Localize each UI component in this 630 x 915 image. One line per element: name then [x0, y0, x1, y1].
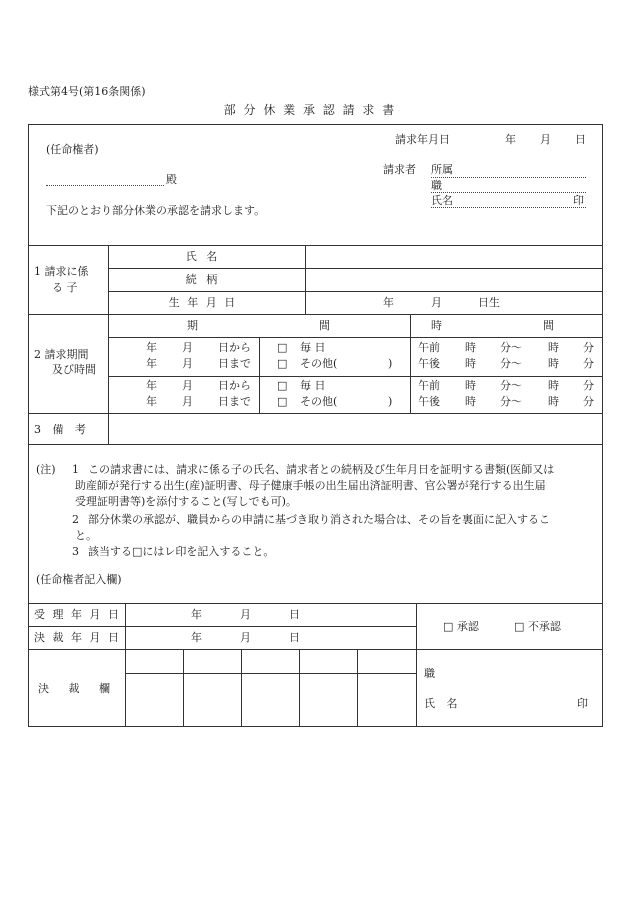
row1-from-year[interactable]: 年 [146, 341, 157, 354]
row2-pm-hour-end[interactable]: 時 [548, 395, 559, 408]
row2-other-checkbox[interactable]: □ [277, 395, 288, 408]
appointer-field-label: (任命権者記入欄) [36, 573, 122, 586]
row2-from-label: 日から [218, 379, 251, 392]
stamp-col-4 [357, 649, 358, 727]
row2-from-month[interactable]: 月 [182, 379, 193, 392]
stamp-col-1 [183, 649, 184, 727]
s2-period-divider [259, 337, 260, 413]
row1-daily-checkbox[interactable]: □ [277, 341, 288, 354]
section1-label-2: る 子 [52, 281, 78, 294]
row1-from-month[interactable]: 月 [182, 341, 193, 354]
birth-year[interactable]: 年 [383, 296, 394, 309]
row1-am-label: 午前 [418, 341, 440, 354]
receipt-year[interactable]: 年 [191, 608, 202, 621]
request-year[interactable]: 年 [505, 133, 516, 146]
s1-col-divider [305, 245, 306, 314]
approval-date-divider [28, 626, 416, 627]
receipt-day[interactable]: 日 [289, 608, 300, 621]
decision-year[interactable]: 年 [191, 631, 202, 644]
note3-line1: 該当する□にはレ印を記入すること。 [88, 545, 275, 558]
row1-pm-minute-to[interactable]: 分～ [500, 357, 522, 370]
affiliation-field[interactable] [431, 177, 586, 178]
row1-am-hour-end[interactable]: 時 [548, 341, 559, 354]
approval-top-line [28, 603, 603, 604]
approval-mid-line [28, 649, 603, 650]
row2-pm-minute-end[interactable]: 分 [583, 395, 594, 408]
row2-until-label: 日まで [218, 395, 251, 408]
row1-from-label: 日から [218, 341, 251, 354]
period-header-2: 間 [319, 319, 330, 332]
position-label: 職 [431, 179, 442, 192]
note1-num: 1 [72, 463, 79, 476]
s1-row-line-2 [108, 291, 603, 292]
approver-position-label: 職 [424, 667, 435, 680]
position-field[interactable] [431, 192, 586, 193]
section2-label-2: 及び時間 [52, 363, 96, 376]
label-column-divider [108, 245, 109, 445]
row2-pm-hour[interactable]: 時 [465, 395, 476, 408]
dono-label: 殿 [166, 173, 177, 186]
row1-pm-hour-end[interactable]: 時 [548, 357, 559, 370]
form-number: 様式第4号(第16条関係) [28, 85, 146, 98]
section1-label-1: 1 請求に係 [34, 265, 89, 278]
note2-num: 2 [72, 513, 79, 526]
row2-until-year[interactable]: 年 [146, 395, 157, 408]
requester-label: 請求者 [383, 163, 416, 176]
name-label: 氏名 [431, 194, 453, 207]
notes-prefix: (注) [36, 463, 56, 476]
birth-day[interactable]: 日生 [478, 296, 500, 309]
row1-pm-label: 午後 [418, 357, 440, 370]
row2-from-year[interactable]: 年 [146, 379, 157, 392]
note1-line2: 助産師が発行する出生(産)証明書、母子健康手帳の出生届出済証明書、官公署が発行する出生届 [75, 479, 546, 492]
row2-am-hour[interactable]: 時 [465, 379, 476, 392]
row1-other-label: その他( [300, 357, 338, 370]
row1-other-close: ) [388, 357, 393, 370]
stamp-col-3 [299, 649, 300, 727]
note2-line1: 部分休業の承認が、職員からの申請に基づき取り消された場合は、その旨を裏面に記入するこ [88, 513, 550, 526]
approver-seal: 印 [577, 697, 588, 710]
row1-am-minute-to[interactable]: 分～ [500, 341, 522, 354]
approval-right-divider [416, 603, 417, 727]
approver-name-label: 氏 名 [424, 697, 462, 710]
remarks-label: 3 備 考 [34, 423, 90, 436]
request-day[interactable]: 日 [575, 133, 586, 146]
row1-am-hour[interactable]: 時 [465, 341, 476, 354]
row2-daily-checkbox[interactable]: □ [277, 379, 288, 392]
note1-line3: 受理証明書等)を添付すること(写しでも可)。 [75, 495, 297, 508]
row1-other-checkbox[interactable]: □ [277, 357, 288, 370]
child-birth-label: 生 年 月 日 [168, 296, 238, 309]
birth-month[interactable]: 月 [431, 296, 442, 309]
request-statement: 下記のとおり部分休業の承認を請求します。 [46, 204, 266, 217]
s2-row-line [108, 376, 603, 377]
decision-date-label: 決 裁 年 月 日 [34, 631, 121, 644]
note1-line1: この請求書には、請求に係る子の氏名、請求者との続柄及び生年月日を証明する書類(医師又は [88, 463, 555, 476]
receipt-date-label: 受 理 年 月 日 [34, 608, 121, 621]
s1-row-line-1 [108, 268, 603, 269]
row2-pm-label: 午後 [418, 395, 440, 408]
form-title: 部 分 休 業 承 認 請 求 書 [223, 103, 397, 117]
row2-am-hour-end[interactable]: 時 [548, 379, 559, 392]
row2-pm-minute-to[interactable]: 分～ [500, 395, 522, 408]
row2-am-minute-end[interactable]: 分 [583, 379, 594, 392]
s2-bottom-line [28, 413, 603, 414]
row1-pm-minute-end[interactable]: 分 [583, 357, 594, 370]
s2-header-line [108, 337, 603, 338]
row2-daily-label: 毎 日 [300, 379, 326, 392]
s2-time-divider [410, 314, 411, 413]
stamp-row-line [125, 673, 416, 674]
section2-label-1: 2 請求期間 [34, 348, 89, 361]
row1-daily-label: 毎 日 [300, 341, 326, 354]
note3-num: 3 [72, 545, 79, 558]
appointer-label: (任命権者) [46, 143, 99, 156]
decision-day[interactable]: 日 [289, 631, 300, 644]
decision-column-label: 決 裁 欄 [38, 682, 118, 695]
approval-label-divider [125, 603, 126, 727]
row1-until-year[interactable]: 年 [146, 357, 157, 370]
child-relation-label: 続 柄 [185, 273, 221, 286]
period-header: 期 [187, 319, 198, 332]
s1-bottom-line [28, 314, 603, 315]
request-month[interactable]: 月 [540, 133, 551, 146]
not-approved-checkbox[interactable]: □ 不承認 [514, 620, 561, 633]
name-field[interactable] [431, 207, 586, 208]
row2-am-label: 午前 [418, 379, 440, 392]
affiliation-label: 所属 [431, 163, 453, 176]
row2-other-close: ) [388, 395, 393, 408]
note2-line2: と。 [75, 529, 97, 542]
receipt-month[interactable]: 月 [240, 608, 251, 621]
row2-until-month[interactable]: 月 [182, 395, 193, 408]
stamp-col-2 [241, 649, 242, 727]
approved-checkbox[interactable]: □ 承認 [443, 620, 479, 633]
row1-until-label: 日まで [218, 357, 251, 370]
appointer-fill-line[interactable] [46, 185, 164, 186]
child-name-label: 氏 名 [185, 250, 221, 263]
decision-month[interactable]: 月 [240, 631, 251, 644]
row2-am-minute-to[interactable]: 分～ [500, 379, 522, 392]
request-date-label: 請求年月日 [395, 133, 450, 146]
row1-pm-hour[interactable]: 時 [465, 357, 476, 370]
seal-mark: 印 [573, 194, 584, 207]
time-header: 時 [431, 319, 442, 332]
row1-am-minute-end[interactable]: 分 [583, 341, 594, 354]
time-header-2: 間 [543, 319, 554, 332]
row1-until-month[interactable]: 月 [182, 357, 193, 370]
row2-other-label: その他( [300, 395, 338, 408]
remarks-field[interactable] [110, 416, 600, 442]
